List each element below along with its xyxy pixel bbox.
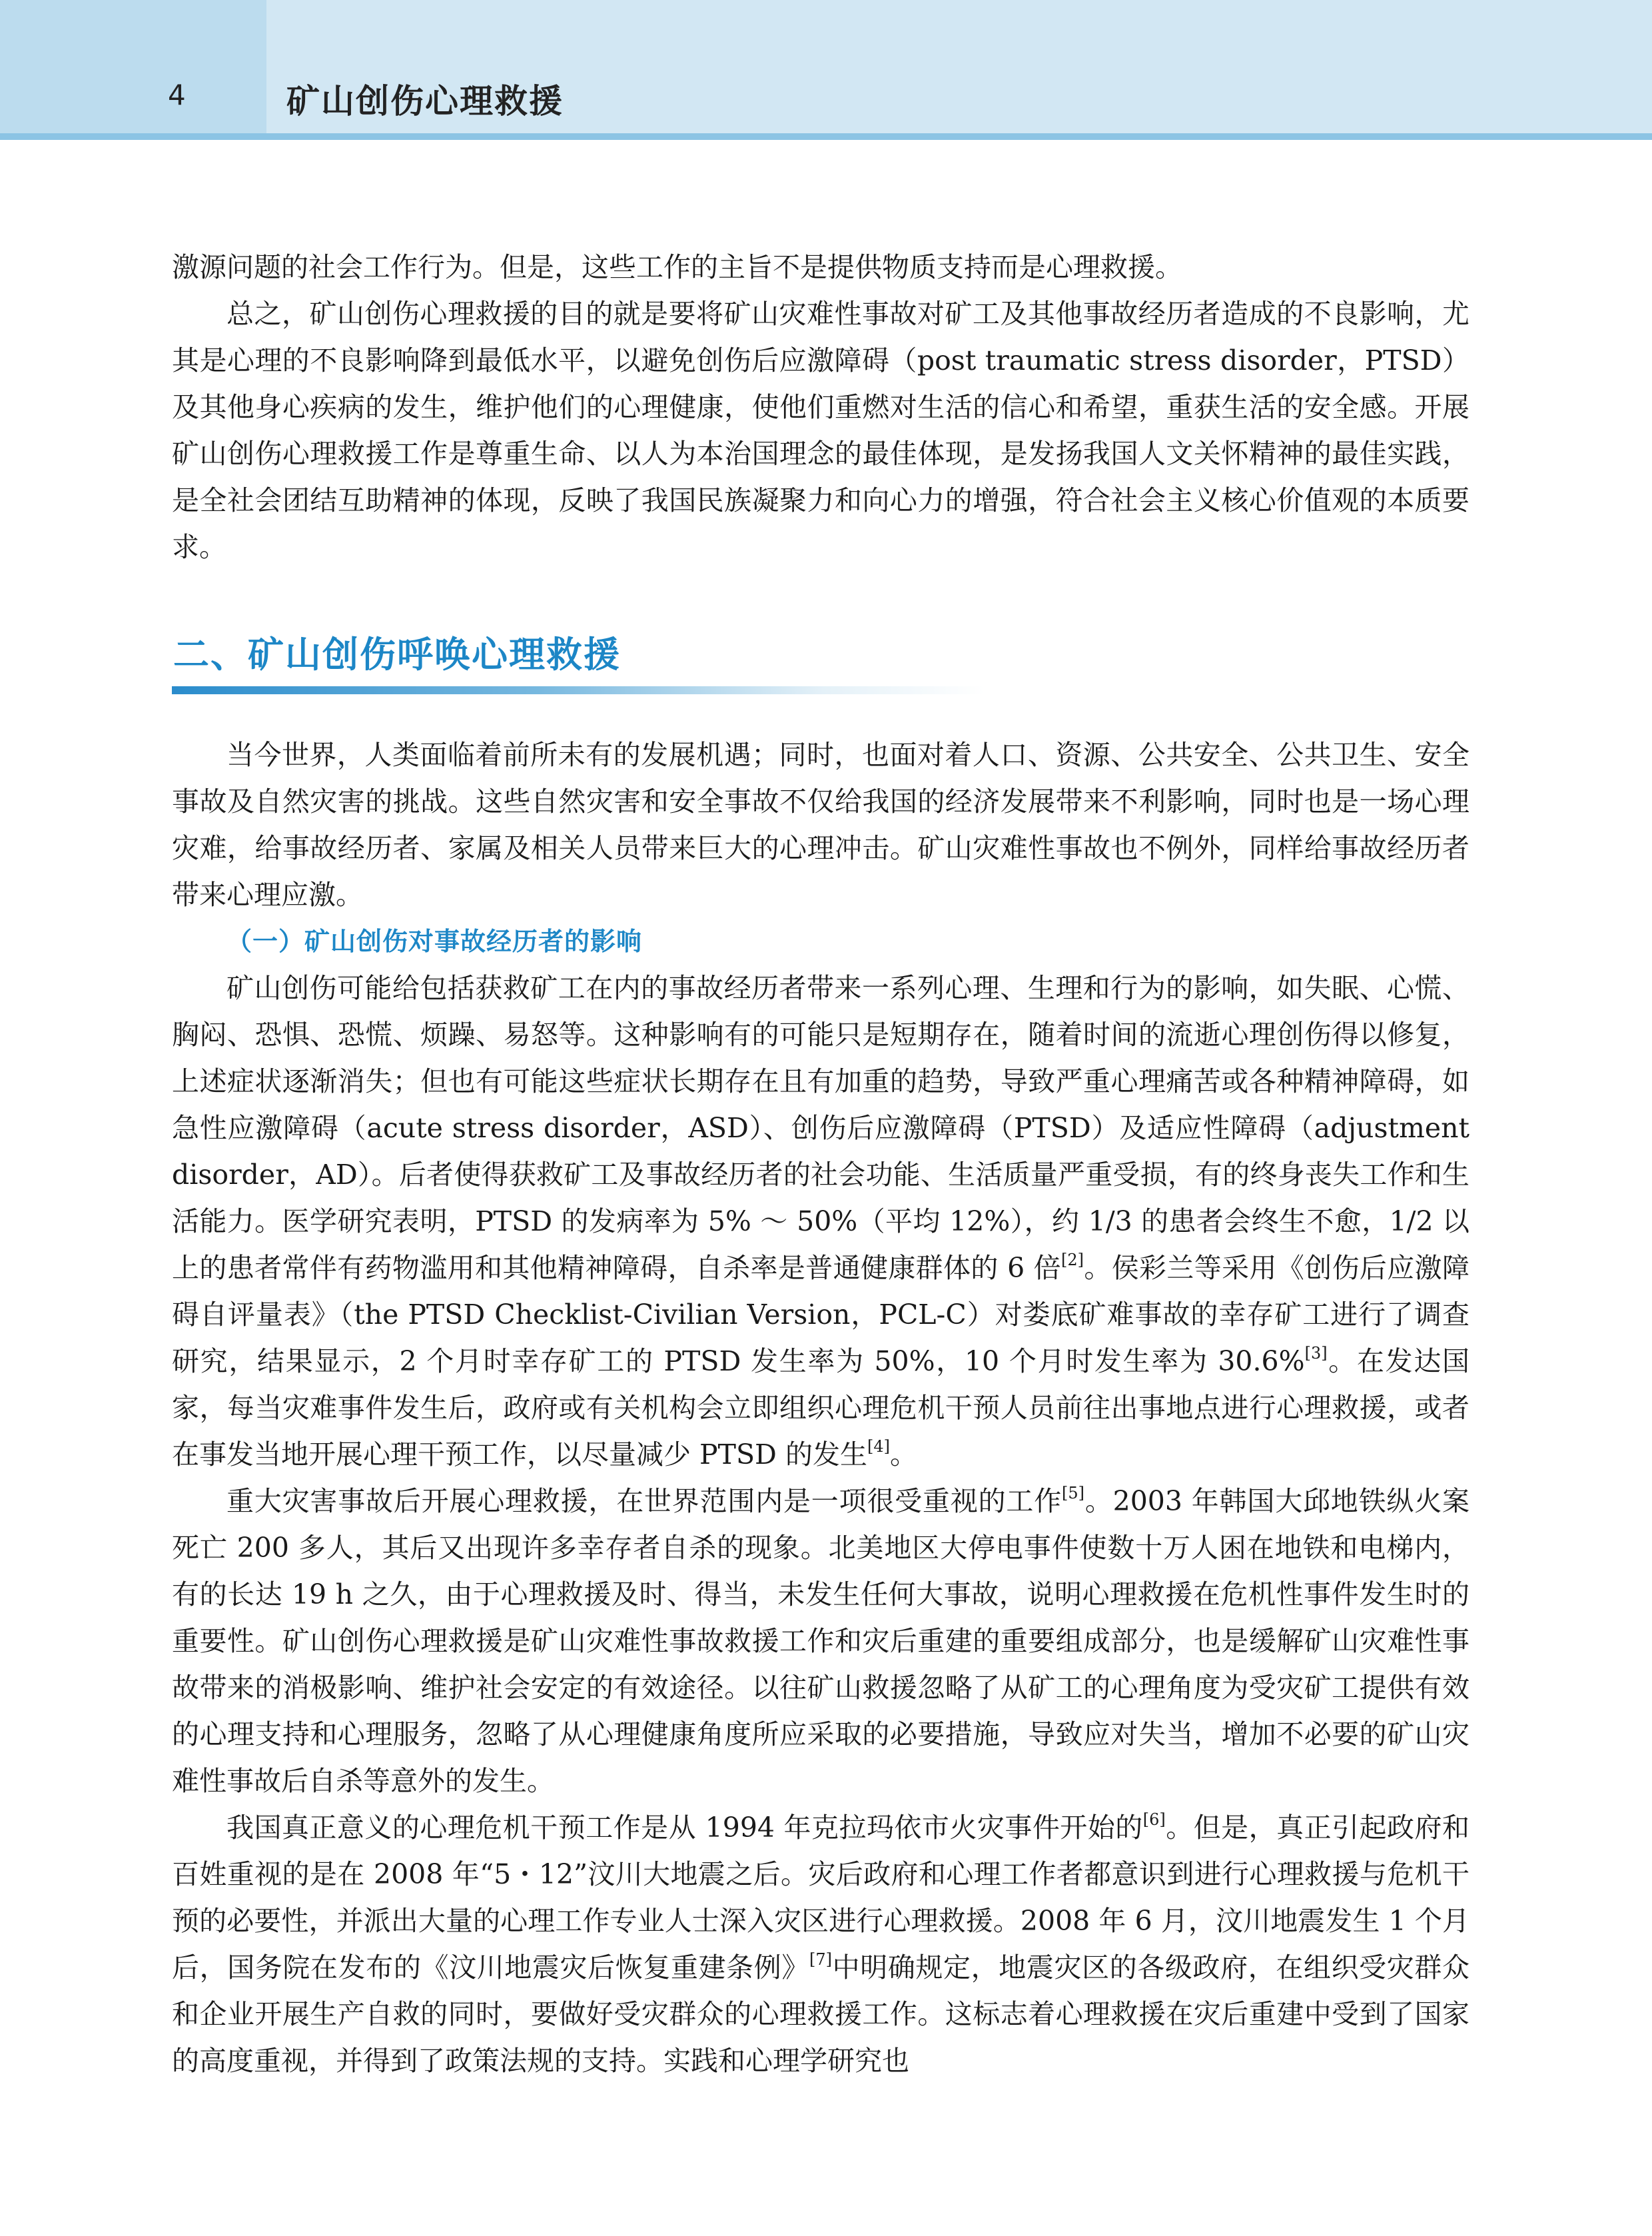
citation-ref: [2] — [1060, 1251, 1084, 1269]
text-span: 。2003 年韩国大邱地铁纵火案死亡 200 多人，其后又出现许多幸存者自杀的现象。北美地区大停电事件使数十万人困在地铁和电梯内，有的长达 19 h 之久，由于心理救援及时、得当，未发生任何大事故，说明心理救援在危机性事件发生时的重要性。矿山创伤心理救援是矿山灾难性事故救援工作和灾后重建的重要组成部分，也是缓解矿山灾难性事故带来的消极影响、维护社会安定的有效途径。以往矿山救援忽略了从矿工的心理角度为受灾矿工提供有效的心理支持和心理服务，忽略了从心理健康角度所应采取的必要措施，导致应对失当，增加不必要的矿山灾难性事故后自杀等意外的发生。 — [172, 1485, 1469, 1797]
citation-ref: [6] — [1142, 1810, 1166, 1829]
text-span: 。 — [889, 1438, 917, 1470]
paragraph-impact — [172, 965, 1469, 1478]
page-body — [172, 244, 1469, 2084]
paragraph-history — [172, 1804, 1469, 2084]
paragraph-summary: 总之，矿山创伤心理救援的目的就是要将矿山灾难性事故对矿工及其他事故经历者造成的不良影响，尤其是心理的不良影响降到最低水平，以避免创伤后应激障碍（post traumatic stress disorder，PTSD）及其他身心疾病的发生，维护他们的心理健康，使他们重燃对生活的信心和希望，重获生活的安全感。开展矿山创伤心理救援工作是尊重生命、以人为本治国理念的最佳体现，是发扬我国人文关怀精神的最佳实践，是全社会团结互助精神的体现，反映了我国民族凝聚力和向心力的增强，符合社会主义核心价值观的本质要求。 — [172, 298, 1469, 563]
text-span: 。在发达国家，每当灾难事件发生后，政府或有关机构会立即组织心理危机干预人员前往出事地点进行心理救援，或者在事发当地开展心理干预工作，以尽量减少 PTSD 的发生 — [172, 1345, 1470, 1470]
text-span: 。侯彩兰等采用《创伤后应激障碍自评量表》（the PTSD Checklist-Civilian Version，PCL-C）对娄底矿难事故的幸存矿工进行了调查研究，结果显示，2 个月时幸存矿工的 PTSD 发生率为 50%，10 个月时发生率为 30.6% — [172, 1252, 1470, 1377]
text-span: 中明确规定，地震灾区的各级政府，在组织受灾群众和企业开展生产自救的同时，要做好受灾群众的心理救援工作。这标志着心理救援在灾后重建中受到了国家的高度重视，并得到了政策法规的支持。实践和心理学研究也 — [172, 1952, 1469, 2077]
citation-ref: [3] — [1304, 1344, 1328, 1363]
page-number: 4 — [168, 79, 186, 111]
text-span: 重大灾害事故后开展心理救援，在世界范围内是一项很受重视的工作 — [226, 1485, 1062, 1517]
paragraph-importance — [172, 1478, 1469, 1804]
header-band — [0, 0, 1652, 133]
paragraph-intro: 当今世界，人类面临着前所未有的发展机遇；同时，也面对着人口、资源、公共安全、公共卫生、安全事故及自然灾害的挑战。这些自然灾害和安全事故不仅给我国的经济发展带来不利影响，同时也是一场心理灾难，给事故经历者、家属及相关人员带来巨大的心理冲击。矿山灾难性事故也不例外，同样给事故经历者带来心理应激。 — [172, 739, 1469, 911]
section-heading — [172, 626, 1469, 696]
book-title: 矿山创伤心理救援 — [286, 82, 564, 121]
section-underline — [172, 686, 985, 694]
text-span: 矿山创伤可能给包括获救矿工在内的事故经历者带来一系列心理、生理和行为的影响，如失眠、心慌、胸闷、恐惧、恐慌、烦躁、易怒等。这种影响有的可能只是短期存在，随着时间的流逝心理创伤得以修复，上述症状逐渐消失；但也有可能这些症状长期存在且有加重的趋势，导致严重心理痛苦或各种精神障碍，如急性应激障碍（acute stress disorder，ASD）、创伤后应激障碍（PTSD）及适应性障碍（adjustment disorder，AD）。后者使得获救矿工及事故经历者的社会功能、生活质量严重受损，有的终身丧失工作和生活能力。医学研究表明，PTSD 的发病率为 5% ～ 50%（平均 12%），约 1/3 的患者会终生不愈，1/2 以上的患者常伴有药物滥用和其他精神障碍，自杀率是普通健康群体的 6 倍 — [172, 972, 1469, 1284]
citation-ref: [5] — [1062, 1484, 1085, 1502]
text-span: 。但是，真正引起政府和百姓重视的是在 2008 年“5・12”汶川大地震之后。灾后政府和心理工作者都意识到进行心理救援与危机干预的必要性，并派出大量的心理工作专业人士深入灾区进行心理救援。2008 年 6 月，汶川地震发生 1 个月后，国务院在发布的《汶川地震灾后恢复重建条例》 — [172, 1812, 1470, 1983]
citation-ref: [7] — [809, 1950, 832, 1969]
paragraph-continued: 激源问题的社会工作行为。但是，这些工作的主旨不是提供物质支持而是心理救援。 — [172, 251, 1182, 283]
text-span: 我国真正意义的心理危机干预工作是从 1994 年克拉玛依市火灾事件开始的 — [226, 1812, 1143, 1844]
citation-ref: [4] — [867, 1437, 890, 1456]
header-page-number-block — [0, 0, 266, 133]
section-title: 二、矿山创伤呼唤心理救援 — [173, 634, 621, 676]
header-rule — [0, 133, 1652, 140]
subsection-title: （一）矿山创伤对事故经历者的影响 — [226, 927, 643, 956]
